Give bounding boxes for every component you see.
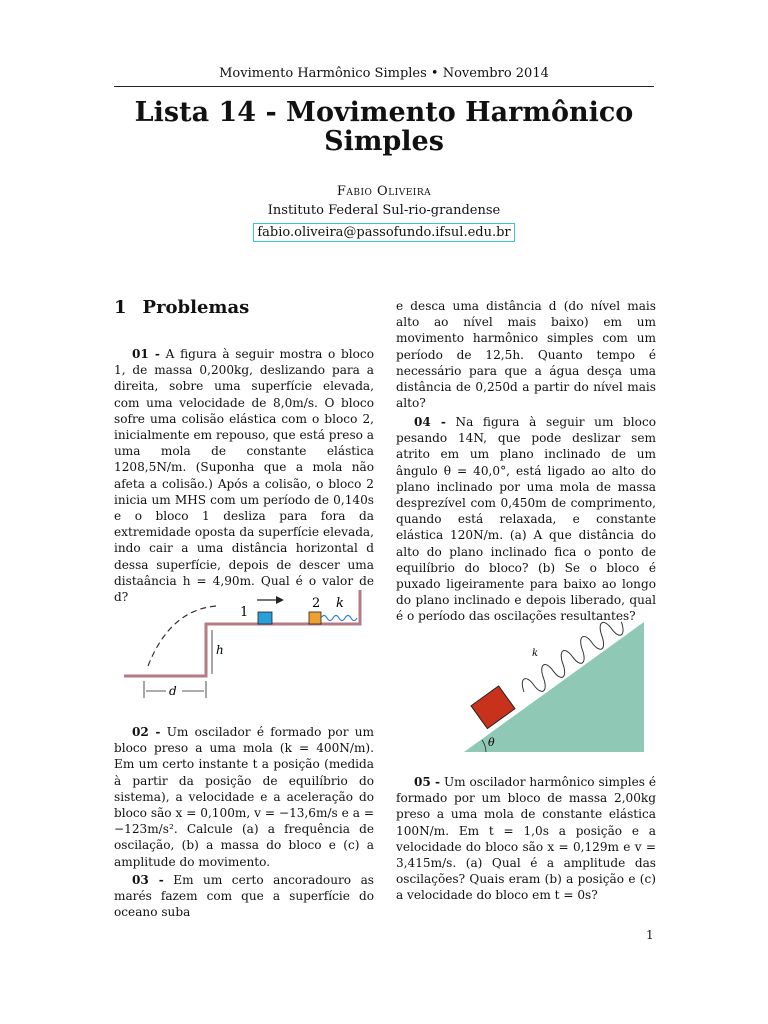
problem-text: Na figura à seguir um bloco pesando 14N, que pode deslizar sem atrito em um plano inclinado de um ângulo θ = 40,0°, está ligado ao alto do plano inclinado por uma mola de massa desprezível com 0,450m de comprimento, quando está relaxada, e constante elástica 120N/m. (a) A que distância do alto do plano inclinado fica o ponto de equilíbrio do bloco? (b) Se o bloco é puxado ligeiramente para baixo ao longo do plano inclinado e depois liberado, qual é o período das oscilações resultantes? bbox=[396, 415, 656, 624]
label-block-1: 1 bbox=[240, 605, 249, 620]
problem-text: e desca uma distância d (do nível mais alto ao nível mais baixo) em um movimento harmônico simples com um período de 12,5h. Quanto tempo é necessário para que a água desça uma distância de 0,250d a partir do nível mais alto? bbox=[396, 299, 656, 411]
author-affiliation: Instituto Federal Sul-rio-grandense bbox=[267, 203, 501, 218]
section-number: 1 bbox=[114, 297, 127, 318]
label-d: d bbox=[169, 684, 177, 698]
problem-text: Um oscilador harmônico simples é formado por um bloco de massa 2,00kg preso a uma mola de constante elástica 100N/m. Em t = 1,0s a posição e a velocidade do bloco são x = 0,129m e v = 3,415m/s. (a) Qual é a amplitude das oscilações? Quais eram (b) a posição e (c) a velocidade do bloco em t = 0s? bbox=[396, 775, 656, 903]
problem-01 bbox=[114, 346, 374, 605]
block-2 bbox=[309, 612, 321, 624]
spring bbox=[321, 616, 357, 621]
email-link[interactable]: fabio.oliveira@passofundo.ifsul.edu.br bbox=[253, 223, 514, 242]
problem-03-continued bbox=[396, 298, 656, 411]
page-number: 1 bbox=[646, 928, 654, 942]
label-k: k bbox=[532, 648, 539, 659]
surface-body bbox=[209, 627, 360, 676]
label-h: h bbox=[216, 643, 224, 657]
problem-05 bbox=[396, 774, 656, 904]
figure-inclined-plane bbox=[460, 618, 646, 754]
email-wrapper bbox=[114, 221, 654, 242]
section-title: Problemas bbox=[142, 297, 250, 318]
problem-04 bbox=[396, 414, 656, 625]
running-header: Movimento Harmônico Simples • Novembro 2014 bbox=[219, 66, 549, 81]
problem-number: 02 - bbox=[132, 725, 161, 739]
figure-blocks-collision bbox=[118, 588, 370, 706]
incline-plane bbox=[464, 622, 644, 752]
author-name: Fabio Oliveira bbox=[336, 184, 432, 199]
problem-text: Em um certo ancoradouro as marés fazem com que a superfície do oceano suba bbox=[114, 873, 374, 920]
velocity-arrowhead bbox=[276, 596, 284, 604]
problem-02 bbox=[114, 724, 374, 870]
header-rule bbox=[114, 86, 654, 87]
label-theta: θ bbox=[488, 736, 495, 749]
page-title: Lista 14 - Movimento Harmônico Simples bbox=[134, 97, 634, 157]
problem-03 bbox=[114, 872, 374, 921]
label-k: k bbox=[336, 596, 344, 611]
block-1 bbox=[258, 612, 272, 624]
problem-number: 01 - bbox=[132, 347, 160, 361]
problem-text: Um oscilador é formado por um bloco preso a uma mola (k = 400N/m). Em um certo instante t a posição (medida à partir da posição de equilíbrio do sistema), a velocidade e a aceleração do bloco são x = 0,100m, v = −13,6m/s e a = −123m/s². Calcule (a) a frequência de oscilação, (b) a massa do bloco e (c) a amplitude do movimento. bbox=[114, 725, 374, 869]
section-heading bbox=[114, 297, 249, 318]
label-block-2: 2 bbox=[312, 596, 321, 611]
problem-text: A figura à seguir mostra o bloco 1, de massa 0,200kg, deslizando para a direita, sobre uma superfície elevada, com uma velocidade de 8,0m/s. O bloco sofre uma colisão elástica com o bloco 2, inicialmente em repouso, que está preso a uma mola de constante elástica 1208,5N/m. (Suponha que a mola não afeta a colisão.) Após a colisão, o bloco 2 inicia um MHS com um período de 0,140s e o bloco 1 desliza para fora da extremidade oposta da superfície elevada, indo cair a uma distância horizontal d dessa superfície, depois de descer uma distaância h = 4,90m. Qual é o valor de d? bbox=[114, 347, 374, 605]
problem-number: 05 - bbox=[414, 775, 441, 789]
problem-number: 04 - bbox=[414, 415, 446, 429]
problem-number: 03 - bbox=[132, 873, 164, 887]
